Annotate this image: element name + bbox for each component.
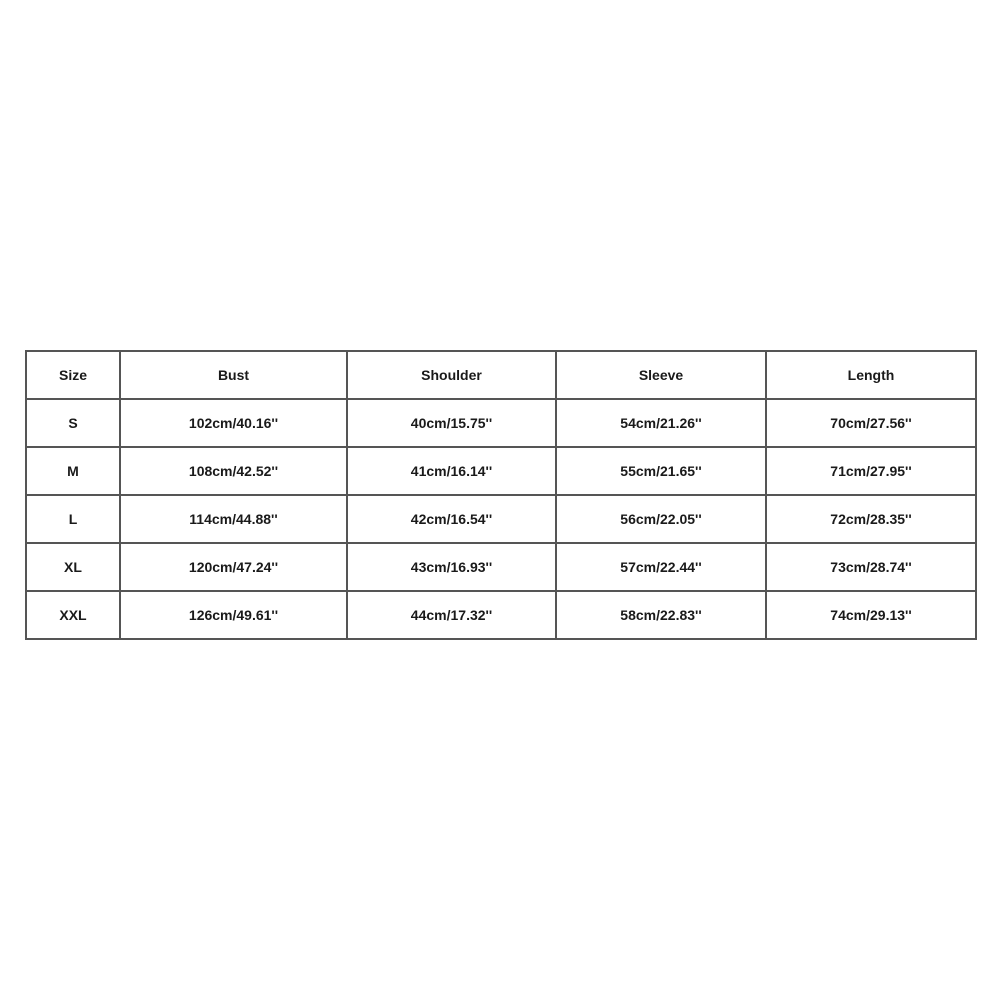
bust-cell: 126cm/49.61''	[120, 591, 347, 639]
header-size: Size	[26, 351, 120, 399]
bust-cell: 120cm/47.24''	[120, 543, 347, 591]
shoulder-cell: 41cm/16.14''	[347, 447, 556, 495]
header-length: Length	[766, 351, 976, 399]
shoulder-cell: 40cm/15.75''	[347, 399, 556, 447]
bust-cell: 108cm/42.52''	[120, 447, 347, 495]
bust-cell: 114cm/44.88''	[120, 495, 347, 543]
length-cell: 74cm/29.13''	[766, 591, 976, 639]
sleeve-cell: 57cm/22.44''	[556, 543, 766, 591]
sleeve-cell: 54cm/21.26''	[556, 399, 766, 447]
size-cell: M	[26, 447, 120, 495]
table-row	[26, 591, 976, 639]
table-row	[26, 543, 976, 591]
bust-cell: 102cm/40.16''	[120, 399, 347, 447]
size-chart-table	[25, 350, 977, 640]
table-header-row	[26, 351, 976, 399]
size-cell: S	[26, 399, 120, 447]
table-row	[26, 495, 976, 543]
size-cell: L	[26, 495, 120, 543]
shoulder-cell: 42cm/16.54''	[347, 495, 556, 543]
sleeve-cell: 58cm/22.83''	[556, 591, 766, 639]
sleeve-cell: 56cm/22.05''	[556, 495, 766, 543]
size-cell: XXL	[26, 591, 120, 639]
length-cell: 72cm/28.35''	[766, 495, 976, 543]
sleeve-cell: 55cm/21.65''	[556, 447, 766, 495]
length-cell: 70cm/27.56''	[766, 399, 976, 447]
length-cell: 73cm/28.74''	[766, 543, 976, 591]
size-cell: XL	[26, 543, 120, 591]
length-cell: 71cm/27.95''	[766, 447, 976, 495]
header-sleeve: Sleeve	[556, 351, 766, 399]
shoulder-cell: 43cm/16.93''	[347, 543, 556, 591]
shoulder-cell: 44cm/17.32''	[347, 591, 556, 639]
table-row	[26, 447, 976, 495]
header-bust: Bust	[120, 351, 347, 399]
header-shoulder: Shoulder	[347, 351, 556, 399]
table-row	[26, 399, 976, 447]
